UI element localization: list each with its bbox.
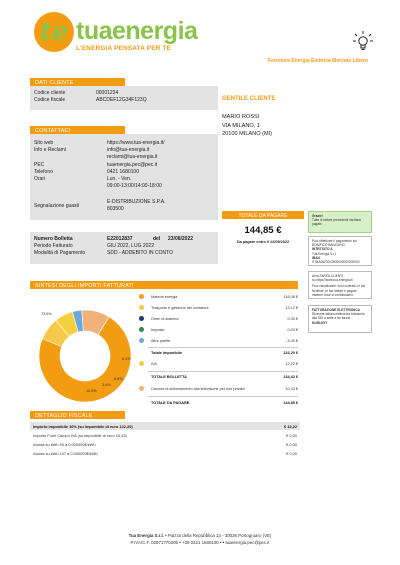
supply-title: Fornitura Energia Elettrica Mercato Libero — [268, 58, 369, 64]
legend-dot-trasporto — [139, 305, 144, 310]
period-value: GIU 2022, LUG 2022 — [107, 243, 154, 249]
summary-row-value: 13,12 € — [285, 305, 298, 310]
fiscal-row — [30, 449, 300, 457]
summary-row-value: 0,00 € — [287, 316, 298, 321]
client-area-note — [308, 271, 372, 299]
recipient-address — [222, 113, 272, 139]
tax-code-value: ABCDEF12G34F123Q — [96, 97, 147, 103]
client-code-label: Codice cliente — [34, 90, 66, 96]
donut-label-materia: 73.6% — [41, 312, 52, 316]
summary-row-canone — [148, 385, 298, 395]
summary-row-taxable — [148, 349, 298, 359]
taxable-label: Totale Imponibile — [151, 350, 182, 355]
legend-dot-canone — [139, 386, 144, 391]
to-pay-label: TOTALE DA PAGARE — [151, 400, 190, 405]
lightbulb-icon — [352, 30, 374, 54]
bill-total-value: 134,42 € — [283, 374, 298, 379]
contacts-header: CONTATTACI — [30, 126, 125, 134]
period-label: Periodo Fatturato — [34, 243, 73, 249]
donut-label-canone: 10.0% — [86, 389, 97, 393]
fiscal-row — [30, 431, 300, 439]
cost-breakdown-donut — [34, 305, 136, 407]
tv-fee-label: Canone di abbonamento alla televisione per uso privato — [151, 386, 245, 391]
payment-value: SDD - ADDEBITO IN CONTO — [107, 250, 173, 256]
recipient-street: VIA MILANO, 1 — [222, 122, 260, 129]
fault-company: E-DISTRIBUZIONE S.P.A. — [107, 199, 166, 205]
bank-transfer-text: Puoi effettuare il pagamento sui BONIFICO BANCARIO — [312, 239, 357, 248]
summary-row-altre — [148, 337, 298, 347]
fiscal-row — [30, 440, 300, 448]
bill-number-value: E22012837 — [107, 236, 133, 242]
iban-value: IT94A0623212609000000000000 — [312, 260, 360, 265]
fault-label: Segnalazione guasti — [34, 203, 80, 209]
pec-label: PEC — [34, 162, 45, 168]
client-area-link[interactable]: su https://www.tua-energia.it/ — [312, 278, 353, 283]
fiscal-row-value: € 0,00 — [286, 433, 297, 438]
summary-row-to-pay — [148, 399, 298, 409]
summary-row-label: Altre partite — [151, 338, 171, 343]
bill-total-label: TOTALE BOLLETTA — [151, 374, 187, 379]
recipient-city: 20100 MILANO (MI) — [222, 131, 273, 137]
summary-row-label: Trasporto e gestione del contatore — [151, 305, 209, 310]
summary-row-value: 116,08 € — [283, 294, 298, 299]
client-data-header: DATI CLIENTE — [30, 78, 125, 86]
to-pay-value: 144,85 € — [283, 400, 298, 405]
summary-header: SINTESI DEGLI IMPORTI FATTURATI — [30, 281, 298, 289]
info-label: Info e Reclami — [34, 147, 66, 153]
footer-line-1 — [0, 532, 400, 539]
fault-number[interactable]: 803500 — [107, 206, 124, 212]
summary-separator — [148, 347, 298, 348]
summary-row-materia — [148, 293, 298, 303]
total-due-date: Da pagare entro il 12/09/2022 — [236, 240, 290, 244]
company-logo — [34, 12, 204, 56]
fiscal-row-value: € 0,00 — [286, 451, 297, 456]
fiscal-row-label: Importo imponibile 10% (su imponibile di euro 122,20) — [33, 424, 133, 429]
hours-days: Lun. - Ven. — [107, 176, 132, 182]
bank-transfer-company: Tua Energia S.r.l. — [312, 251, 337, 256]
fiscal-row-label: Accisa su kWh 93 a 0,000000€/kWh — [33, 442, 96, 447]
donut-label-iva: 6.6% — [114, 377, 123, 381]
legend-dot-iva — [139, 361, 144, 366]
brand-tagline: L'ENERGIA PENSATA PER TE — [76, 45, 172, 52]
bill-number-label: Numero Bolletta — [34, 236, 73, 242]
taxable-value: 122,20 € — [283, 350, 298, 355]
logo-mark: te — [40, 17, 69, 47]
iban-label: IBAN — [312, 255, 320, 260]
thanks-title: Grazie! — [312, 214, 323, 218]
brand-name: tuaenergia — [76, 17, 198, 45]
summary-separator — [148, 371, 298, 372]
total-amount: 144,85 € — [244, 225, 282, 236]
claims-email-link[interactable]: reclami@tua-energia.it — [107, 154, 158, 160]
bank-transfer-intestato: INTESTATO A — [312, 247, 333, 252]
donut-label-trasporto: 8.1% — [122, 357, 131, 361]
fiscal-row-value: € 0,00 — [286, 442, 297, 447]
recipient-greeting: GENTILE CLIENTE — [222, 96, 276, 102]
payment-status-note — [308, 211, 372, 233]
bill-date-prefix: del — [153, 236, 161, 242]
summary-row-value: 0,00 € — [287, 327, 298, 332]
fiscal-header: DETTAGLIO FISCALE — [30, 411, 125, 419]
recipient-name: MARIO ROSSI — [222, 114, 260, 120]
summary-row-trasporto — [148, 304, 298, 314]
e-invoice-code: KUB1GXY — [312, 320, 328, 325]
client-code-value: 00001234 — [96, 90, 119, 96]
bill-date-value: 23/08/2022 — [168, 236, 194, 242]
donut-label-altre: 3.4% — [102, 383, 111, 387]
e-invoice-title: FATTURAZIONE ELETTRONICA — [312, 308, 360, 312]
info-email-link[interactable]: info@tua-energia.it — [107, 147, 150, 153]
client-area-text: Puoi visualizzare i tuoi contratti, le tue forniture, le tue fatture e pagare insieme cose si contribuiamo. — [312, 284, 366, 297]
summary-row-label: Oneri di sistema — [151, 316, 179, 321]
phone-value[interactable]: 0421 1680100 — [107, 169, 139, 175]
summary-row-bill-total — [148, 373, 298, 383]
e-invoice-text: Ricevere fattura elettronica indicando alla SDI a sette a tre forzat: — [312, 312, 365, 321]
total-header: TOTALE DA PAGARE — [222, 211, 304, 219]
legend-dot-materia — [139, 294, 144, 299]
fiscal-row — [30, 422, 300, 430]
summary-row-label: Imposte — [151, 327, 165, 332]
bank-transfer-note — [308, 236, 372, 266]
summary-row-value: -3,00 € — [286, 338, 298, 343]
footer — [0, 532, 400, 546]
vat-value: 12,22 € — [285, 361, 298, 366]
hours-times: 09:00-13:00/14:00-18:00 — [107, 183, 162, 189]
summary-row-iva — [148, 360, 298, 370]
fiscal-row-label: Importo Fuori Campo IVA (su imponibile di euro 10,43) — [33, 433, 127, 438]
summary-row-oneri — [148, 315, 298, 325]
footer-company: Tua Energia S.r.l. — [128, 533, 164, 538]
pec-email-link[interactable]: tuaenergia.pec@pec.it — [107, 162, 158, 168]
hours-label: Orari — [34, 176, 46, 182]
website-link[interactable]: https://www.tua-energia.it/ — [107, 140, 165, 146]
tv-fee-value: 10,43 € — [285, 386, 298, 391]
legend-dot-oneri — [139, 316, 144, 321]
legend-dot-altre — [139, 338, 144, 343]
footer-address: • Piazza della Repubblica 13 - 30026 Portogruaro (VE) — [163, 533, 272, 538]
thanks-text: Tutte le fatture precedenti risultano pagate. — [312, 218, 362, 227]
tax-code-label: Codice fiscale — [34, 97, 66, 103]
payment-label: Modalità di Pagamento — [34, 250, 86, 256]
website-label: Sito web — [34, 140, 54, 146]
footer-line-2: P.IVA/C.F. 02971770306 • +39 0421 1680100 • • tuaenergia.pec@pec.it — [130, 540, 270, 545]
fiscal-row-value: € 12,22 — [284, 424, 297, 429]
legend-dot-imposte — [139, 327, 144, 332]
vat-label: IVA — [151, 361, 157, 366]
phone-label: Telefono — [34, 169, 53, 175]
fiscal-row-label: Accisa su kWh 107 a 0,000000€/kWh — [33, 451, 98, 456]
summary-separator — [148, 396, 298, 397]
summary-row-imposte — [148, 326, 298, 336]
client-area-title: Area FAREA CLIENTI — [312, 274, 343, 278]
e-invoice-note — [308, 305, 372, 333]
summary-row-label: Materia energia — [151, 294, 178, 299]
